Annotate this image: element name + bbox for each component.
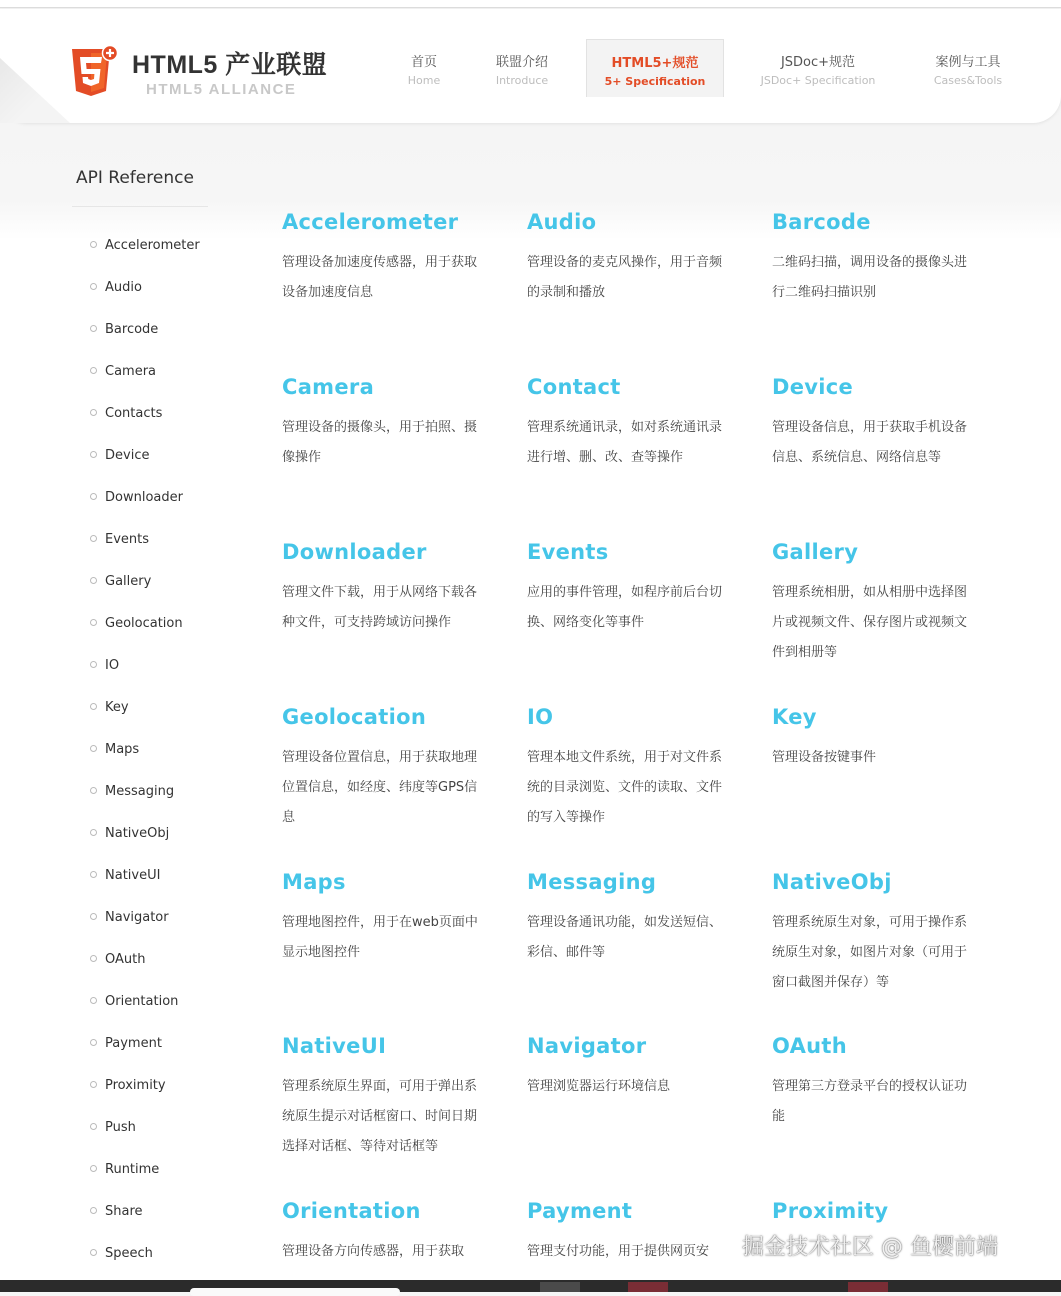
- api-card-desc: 管理设备按键事件: [772, 750, 877, 765]
- api-card-title[interactable]: Proximity: [772, 1199, 889, 1223]
- nav-home[interactable]: [380, 39, 468, 97]
- sidebar-item-label: Gallery: [105, 574, 152, 589]
- api-card-desc: 管理设备加速度传感器，用于获取设备加速度信息: [282, 255, 478, 300]
- sidebar-item[interactable]: [90, 1065, 200, 1107]
- nav-sublabel: Introduce: [495, 74, 549, 87]
- nav-label: HTML5+规范: [611, 56, 699, 71]
- api-card-title[interactable]: Contact: [527, 375, 621, 399]
- taskbar-app-icon[interactable]: [540, 1282, 580, 1292]
- api-card-desc: 管理系统通讯录，如对系统通讯录进行增、删、改、查等操作: [527, 420, 723, 465]
- api-card-title[interactable]: NativeUI: [282, 1034, 387, 1058]
- sidebar-title: API Reference: [76, 168, 194, 188]
- sidebar-item[interactable]: [90, 477, 200, 519]
- sidebar-item-label: Events: [105, 532, 150, 547]
- sidebar-item[interactable]: [90, 1191, 200, 1233]
- sidebar-item[interactable]: [90, 1149, 200, 1191]
- nav-sublabel: Home: [407, 74, 441, 87]
- api-card-gallery: [772, 534, 982, 668]
- api-card-audio: [527, 204, 737, 308]
- sidebar-item[interactable]: [90, 897, 200, 939]
- sidebar-item[interactable]: [90, 603, 200, 645]
- api-card-title[interactable]: Key: [772, 705, 817, 729]
- api-card-desc: 应用的事件管理，如程序前后台切换、网络变化等事件: [527, 585, 723, 630]
- api-card-title[interactable]: Gallery: [772, 540, 859, 564]
- sidebar-item[interactable]: [90, 309, 200, 351]
- sidebar-item-label: Barcode: [105, 322, 159, 337]
- sidebar-item-label: NativeObj: [105, 826, 170, 841]
- nav-jsdoc[interactable]: [748, 39, 888, 97]
- api-card-desc: 管理系统原生对象，可用于操作系统原生对象，如图片对象（可用于窗口截图并保存）等: [772, 915, 968, 990]
- api-card-title[interactable]: Geolocation: [282, 705, 427, 729]
- sidebar-item[interactable]: [90, 393, 200, 435]
- bullet-icon: [90, 703, 97, 710]
- api-card-key: [772, 699, 982, 773]
- api-card-device: [772, 369, 982, 473]
- watermark: 掘金技术社区 @ 鱼樱前端: [742, 1235, 998, 1260]
- sidebar-item-label: Geolocation: [105, 616, 183, 631]
- nav-cases-tools[interactable]: [916, 39, 1020, 97]
- sidebar-item-label: IO: [105, 658, 120, 673]
- sidebar-item[interactable]: [90, 729, 200, 771]
- sidebar-item-label: Navigator: [105, 910, 169, 925]
- api-card-downloader: [282, 534, 492, 638]
- sidebar-item-label: Messaging: [105, 784, 175, 799]
- sidebar-item[interactable]: [90, 1233, 200, 1275]
- sidebar-item-label: NativeUI: [105, 868, 161, 883]
- nav-label: 首页: [410, 55, 437, 70]
- api-card-nativeui: [282, 1028, 492, 1162]
- logo-title: HTML5 产业联盟: [132, 51, 328, 79]
- bullet-icon: [90, 745, 97, 752]
- bullet-icon: [90, 1081, 97, 1088]
- nav-specification[interactable]: [586, 39, 724, 97]
- api-card-desc: 管理设备通讯功能，如发送短信、彩信、邮件等: [527, 915, 723, 960]
- api-card-title[interactable]: Maps: [282, 870, 346, 894]
- sidebar-item[interactable]: [90, 771, 200, 813]
- nav-sublabel: JSDoc+ Specification: [760, 74, 876, 87]
- api-card-navigator: [527, 1028, 737, 1102]
- sidebar-item[interactable]: [90, 267, 200, 309]
- taskbar-search[interactable]: [190, 1288, 400, 1296]
- sidebar-item-label: OAuth: [105, 952, 146, 967]
- bullet-icon: [90, 661, 97, 668]
- bullet-icon: [90, 493, 97, 500]
- sidebar-item-label: Speech: [105, 1246, 153, 1261]
- api-card-title[interactable]: Events: [527, 540, 609, 564]
- nav-label: JSDoc+规范: [780, 55, 856, 70]
- api-card-payment: [527, 1193, 737, 1267]
- bullet-icon: [90, 619, 97, 626]
- api-card-desc: 管理系统相册，如从相册中选择图片或视频文件、保存图片或视频文件到相册等: [772, 585, 968, 660]
- api-card-nativeobj: [772, 864, 982, 998]
- api-card-desc: 管理浏览器运行环境信息: [527, 1079, 671, 1094]
- api-card-title[interactable]: Messaging: [527, 870, 657, 894]
- sidebar-item-label: Maps: [105, 742, 140, 757]
- sidebar-item-label: Contacts: [105, 406, 163, 421]
- api-card-title[interactable]: Barcode: [772, 210, 871, 234]
- api-card-title[interactable]: Downloader: [282, 540, 427, 564]
- sidebar-divider: [72, 206, 208, 207]
- api-card-orientation: [282, 1193, 492, 1267]
- bullet-icon: [90, 871, 97, 878]
- api-card-desc: 二维码扫描，调用设备的摄像头进行二维码扫描识别: [772, 255, 968, 300]
- api-card-desc: 管理设备方向传感器，用于获取: [282, 1244, 465, 1259]
- api-card-desc: 管理系统原生界面，可用于弹出系统原生提示对话框窗口、时间日期选择对话框、等待对话框等: [282, 1079, 478, 1154]
- api-card-events: [527, 534, 737, 638]
- bullet-icon: [90, 409, 97, 416]
- api-card-title[interactable]: Audio: [527, 210, 597, 234]
- api-card-title[interactable]: Payment: [527, 1199, 633, 1223]
- sidebar-item-label: Payment: [105, 1036, 162, 1051]
- nav-label: 案例与工具: [935, 55, 1001, 70]
- api-card-desc: 管理设备的摄像头，用于拍照、摄像操作: [282, 420, 478, 465]
- sidebar-item[interactable]: [90, 981, 200, 1023]
- api-card-title[interactable]: Orientation: [282, 1199, 421, 1223]
- bullet-icon: [90, 577, 97, 584]
- taskbar-app-icon[interactable]: [628, 1282, 668, 1292]
- sidebar-item[interactable]: [90, 855, 200, 897]
- logo-subtitle: HTML5 ALLIANCE: [146, 81, 297, 98]
- api-card-desc: 管理文件下载，用于从网络下载各种文件，可支持跨域访问操作: [282, 585, 478, 630]
- api-card-title[interactable]: Navigator: [527, 1034, 647, 1058]
- api-card-desc: 管理支付功能，用于提供网页安: [527, 1244, 710, 1259]
- sidebar-item[interactable]: [90, 435, 200, 477]
- api-card-oauth: [772, 1028, 982, 1132]
- site-header: [0, 9, 1061, 123]
- api-card-desc: 管理设备位置信息，用于获取地理位置信息，如经度、纬度等GPS信息: [282, 750, 478, 825]
- bullet-icon: [90, 787, 97, 794]
- bullet-icon: [90, 283, 97, 290]
- sidebar-item[interactable]: [90, 813, 200, 855]
- bullet-icon: [90, 829, 97, 836]
- sidebar-item-label: Audio: [105, 280, 142, 295]
- sidebar-item[interactable]: [90, 1023, 200, 1065]
- sidebar-item-label: Push: [105, 1120, 136, 1135]
- sidebar-item-label: Key: [105, 700, 129, 715]
- nav-sublabel: 5+ Specification: [604, 75, 706, 88]
- site-logo[interactable]: [70, 41, 330, 101]
- api-card-desc: 管理设备的麦克风操作，用于音频的录制和播放: [527, 255, 723, 300]
- nav-label: 联盟介绍: [495, 55, 548, 70]
- api-card-contact: [527, 369, 737, 473]
- api-card-title[interactable]: Device: [772, 375, 854, 399]
- api-card-desc: 管理地图控件，用于在web页面中显示地图控件: [282, 915, 478, 960]
- bullet-icon: [90, 955, 97, 962]
- api-card-io: [527, 699, 737, 833]
- nav-sublabel: Cases&Tools: [933, 74, 1003, 87]
- bullet-icon: [90, 1123, 97, 1130]
- bullet-icon: [90, 241, 97, 248]
- bullet-icon: [90, 535, 97, 542]
- sidebar-item-label: Camera: [105, 364, 157, 379]
- sidebar-item-label: Orientation: [105, 994, 179, 1009]
- api-card-title[interactable]: Camera: [282, 375, 375, 399]
- sidebar-list: [90, 225, 200, 1275]
- sidebar-item[interactable]: [90, 645, 200, 687]
- bullet-icon: [90, 1207, 97, 1214]
- sidebar-item[interactable]: [90, 561, 200, 603]
- api-card-title[interactable]: OAuth: [772, 1034, 847, 1058]
- sidebar-item[interactable]: [90, 225, 200, 267]
- api-card-accelerometer: [282, 204, 492, 308]
- sidebar-item-label: Device: [105, 448, 150, 463]
- sidebar-item-label: Downloader: [105, 490, 183, 505]
- api-card-desc: 管理设备信息，用于获取手机设备信息、系统信息、网络信息等: [772, 420, 968, 465]
- api-card-desc: 管理本地文件系统，用于对文件系统的目录浏览、文件的读取、文件的写入等操作: [527, 750, 723, 825]
- sidebar-item-label: Accelerometer: [105, 238, 200, 253]
- api-card-barcode: [772, 204, 982, 308]
- sidebar-item-label: Proximity: [105, 1078, 166, 1093]
- api-card-messaging: [527, 864, 737, 968]
- api-card-title[interactable]: Accelerometer: [282, 210, 459, 234]
- bullet-icon: [90, 997, 97, 1004]
- nav-introduce[interactable]: [478, 39, 566, 97]
- sidebar-item[interactable]: [90, 351, 200, 393]
- sidebar-item-label: Runtime: [105, 1162, 160, 1177]
- api-card-maps: [282, 864, 492, 968]
- bullet-icon: [90, 1249, 97, 1256]
- top-border: [0, 0, 1061, 8]
- sidebar-item[interactable]: [90, 939, 200, 981]
- os-taskbar: [0, 1280, 1061, 1292]
- bullet-icon: [90, 1165, 97, 1172]
- sidebar-item[interactable]: [90, 519, 200, 561]
- bullet-icon: [90, 1039, 97, 1046]
- api-card-title[interactable]: IO: [527, 705, 554, 729]
- api-card-desc: 管理第三方登录平台的授权认证功能: [772, 1079, 968, 1124]
- bullet-icon: [90, 451, 97, 458]
- bullet-icon: [90, 325, 97, 332]
- api-card-geolocation: [282, 699, 492, 833]
- sidebar-item[interactable]: [90, 687, 200, 729]
- api-card-title[interactable]: NativeObj: [772, 870, 892, 894]
- html5-shield-icon: [70, 45, 118, 99]
- bullet-icon: [90, 367, 97, 374]
- sidebar-item[interactable]: [90, 1107, 200, 1149]
- taskbar-app-icon[interactable]: [848, 1282, 888, 1292]
- sidebar-item-label: Share: [105, 1204, 143, 1219]
- api-card-camera: [282, 369, 492, 473]
- bullet-icon: [90, 913, 97, 920]
